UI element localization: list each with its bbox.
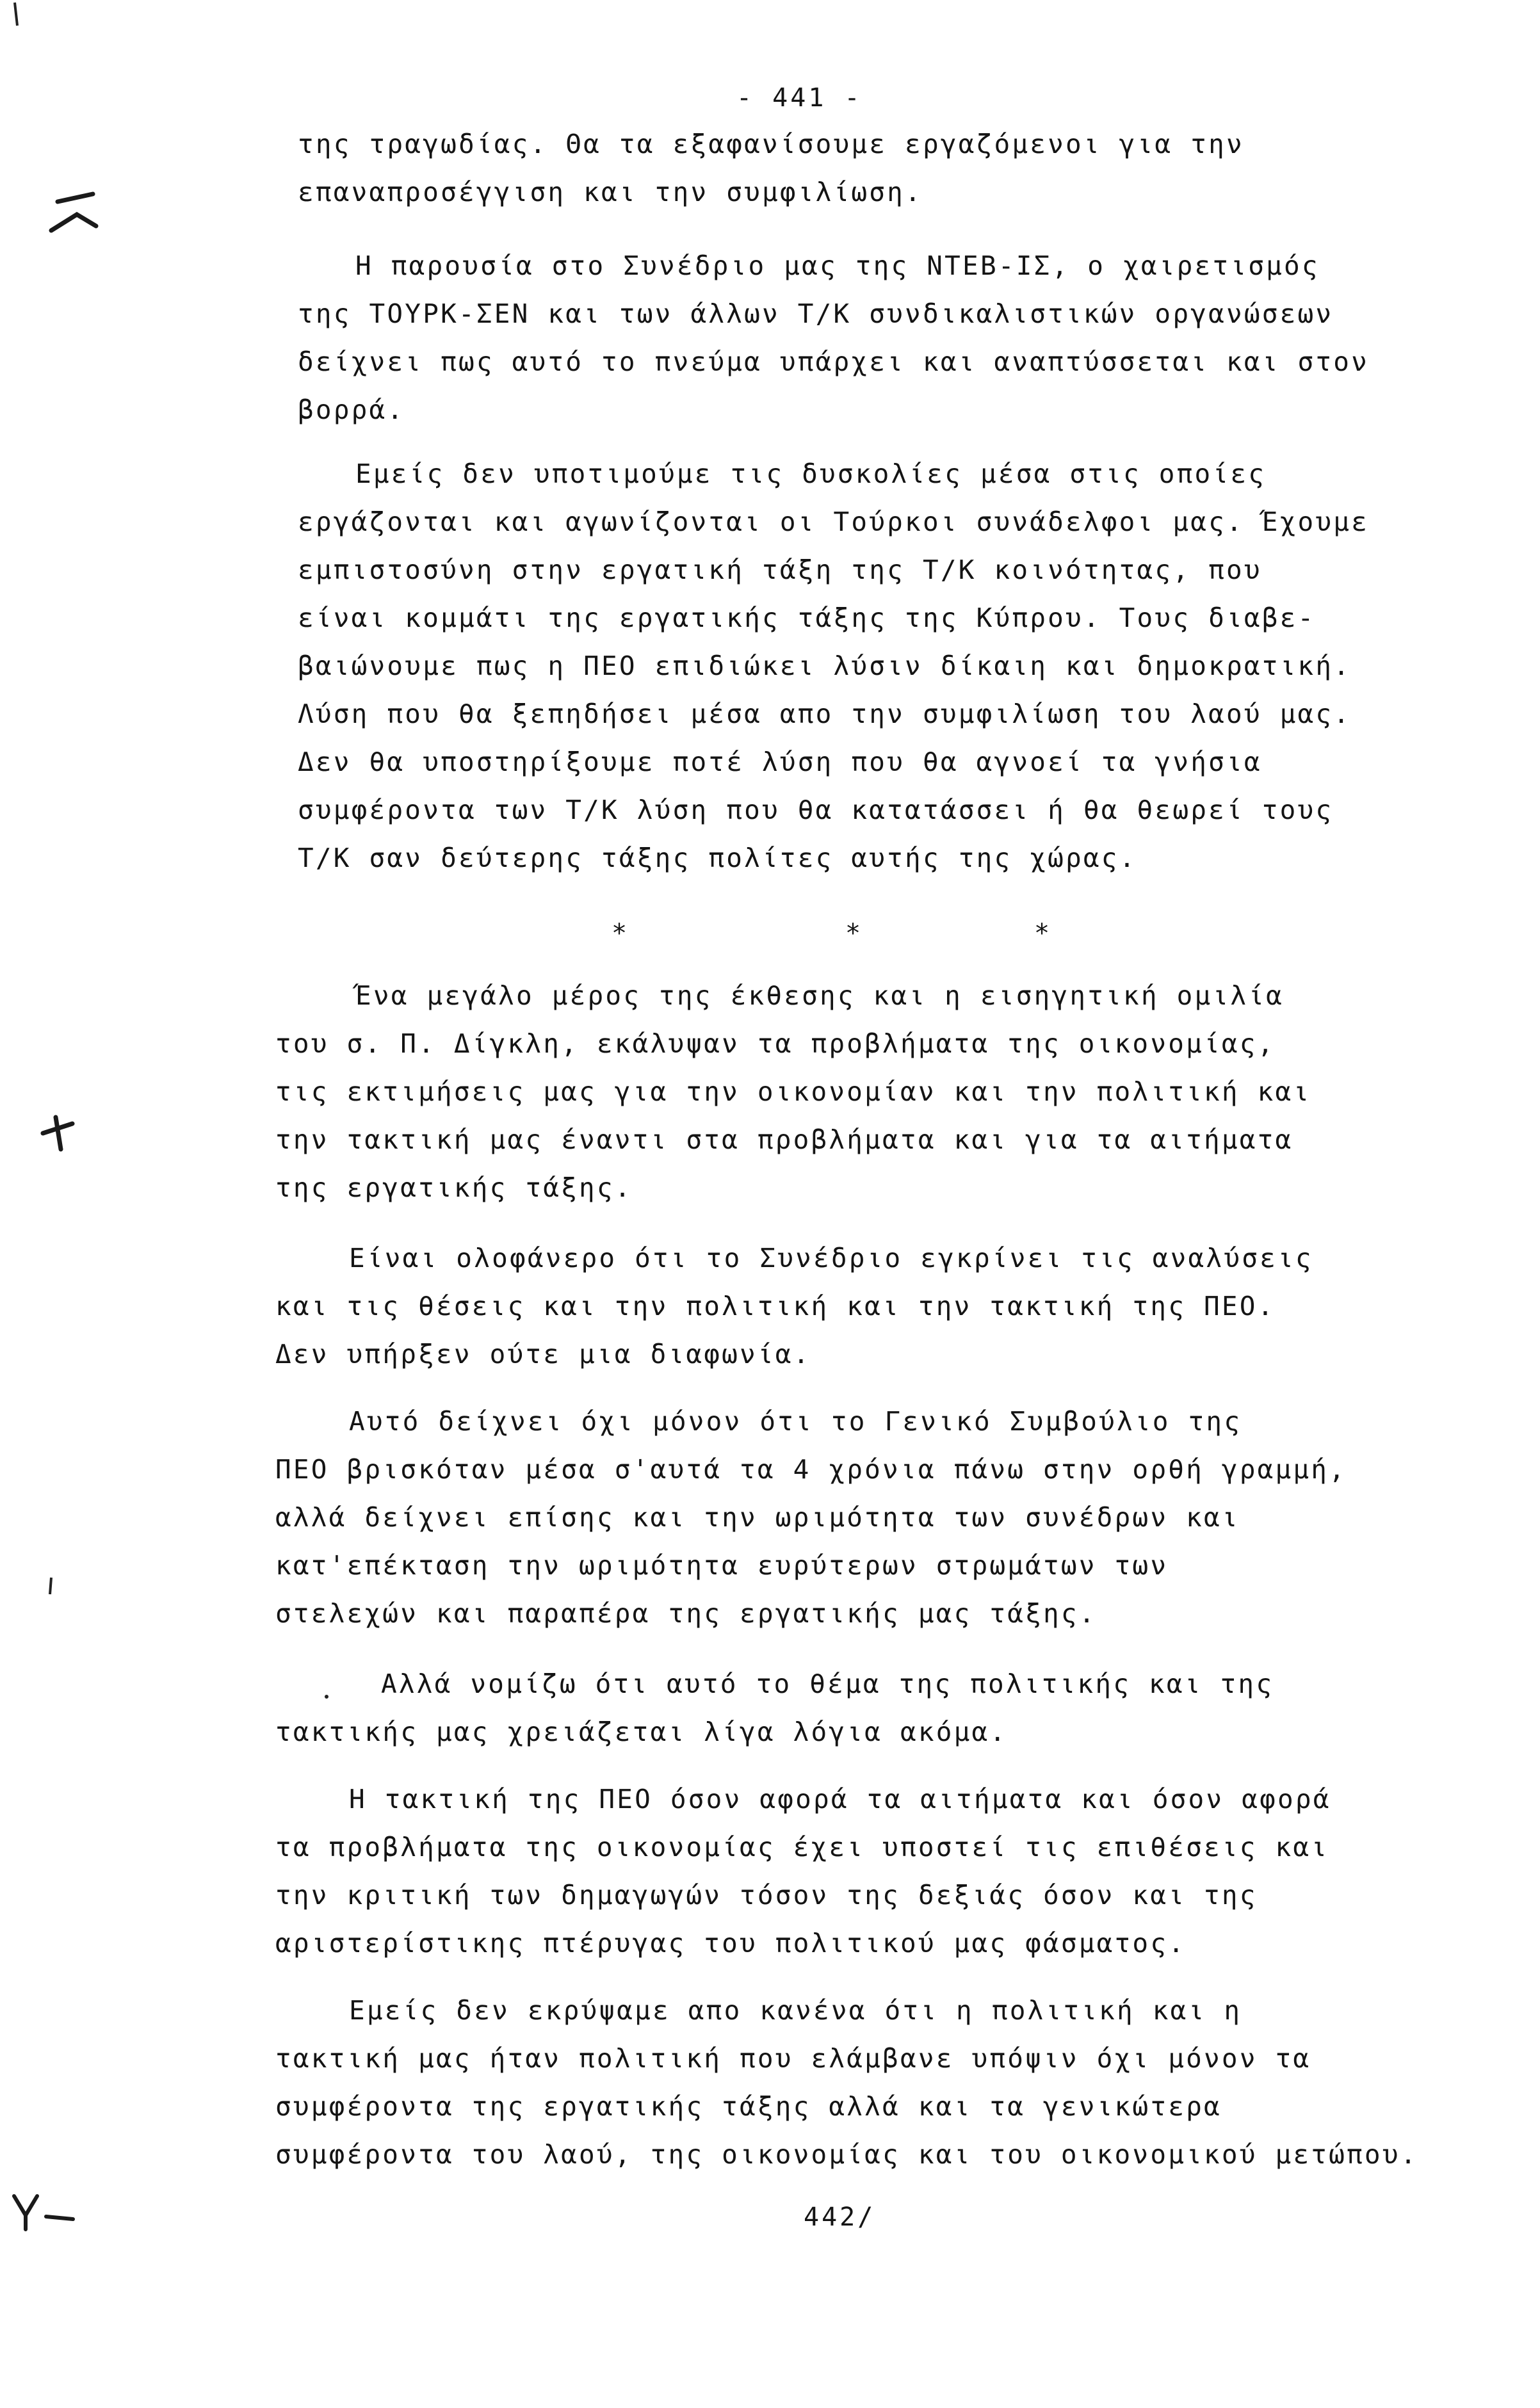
text-line: αριστερίστικης πτέρυγας του πολιτικού μας φάσματος. xyxy=(275,1928,1187,1959)
text-line: συμφέροντα του λαού, της οικονομίας και του οικονομικού μετώπου. xyxy=(275,2139,1418,2170)
separator-star: * xyxy=(612,919,628,948)
text-line: επαναπροσέγγιση και την συμφιλίωση. xyxy=(298,177,923,207)
text-line: Εμείς δεν υποτιμούμε τις δυσκολίες μέσα στις οποίες xyxy=(355,458,1267,489)
text-line: συμφέροντα της εργατικής τάξης αλλά και τα γενικώτερα xyxy=(275,2091,1222,2122)
text-line: βορρά. xyxy=(298,394,405,425)
text-line: εμπιστοσύνη στην εργατική τάξη της Τ/Κ κοινότητας, που xyxy=(298,554,1262,585)
text-line: τακτικής μας χρειάζεται λίγα λόγια ακόμα. xyxy=(275,1717,1008,1747)
margin-mark-icon xyxy=(10,0,29,38)
text-line: συμφέροντα των Τ/Κ λύση που θα κατατάσσει ή θα θεωρεί τους xyxy=(298,795,1334,825)
text-line: Λύση που θα ξεπηδήσει μέσα απο την συμφιλίωση του λαού μας. xyxy=(298,699,1352,729)
separator-star: * xyxy=(1034,919,1050,948)
page-number: - 441 - xyxy=(736,83,863,113)
margin-tick-icon xyxy=(45,1575,58,1601)
text-line: Είναι ολοφάνερο ότι το Συνέδριο εγκρίνει τις αναλύσεις xyxy=(349,1243,1313,1273)
text-line: δείχνει πως αυτό το πνεύμα υπάρχει και αναπτύσσεται και στον xyxy=(298,346,1370,377)
text-line: και τις θέσεις και την πολιτική και την τακτική της ΠΕΟ. xyxy=(275,1291,1276,1321)
text-line: είναι κομμάτι της εργατικής τάξης της Κύπρου. Τους διαβε- xyxy=(298,602,1316,633)
text-line: τακτική μας ήταν πολιτική που ελάμβανε υπόψιν όχι μόνον τα xyxy=(275,2043,1311,2074)
text-line: Η παρουσία στο Συνέδριο μας της ΝΤΕΒ-ΙΣ, ο χαιρετισμός xyxy=(355,250,1320,281)
text-line: Η τακτική της ΠΕΟ όσον αφορά τα αιτήματα και όσον αφορά xyxy=(349,1784,1331,1814)
text-line: Δεν υπήρξεν ούτε μια διαφωνία. xyxy=(275,1339,811,1370)
text-line: τις εκτιμήσεις μας για την οικονομίαν και την πολιτική και xyxy=(275,1076,1311,1107)
text-line: του σ. Π. Δίγκλη, εκάλυψαν τα προβλήματα της οικονομίας, xyxy=(275,1028,1276,1059)
text-line: της εργατικής τάξης. xyxy=(275,1172,633,1203)
text-line: Εμείς δεν εκρύψαμε απο κανένα ότι η πολιτική και η xyxy=(349,1995,1242,2026)
margin-tick-icon xyxy=(320,1690,333,1703)
text-line: την κριτική των δημαγωγών τόσον της δεξιάς όσον και της xyxy=(275,1880,1258,1911)
text-line: αλλά δείχνει επίσης και την ωριμότητα των συνέδρων και xyxy=(275,1502,1240,1533)
text-line: Αλλά νομίζω ότι αυτό το θέμα της πολιτικής και της xyxy=(381,1669,1274,1699)
text-line: την τακτική μας έναντι στα προβλήματα και για τα αιτήματα xyxy=(275,1124,1293,1155)
text-line: Τ/Κ σαν δεύτερης τάξης πολίτες αυτής της χώρας. xyxy=(298,843,1137,873)
text-line: Αυτό δείχνει όχι μόνον ότι το Γενικό Συμβούλιο της xyxy=(349,1406,1242,1437)
text-line: της τραγωδίας. Θα τα εξαφανίσουμε εργαζόμενοι για την xyxy=(298,129,1244,159)
text-line: ΠΕΟ βρισκόταν μέσα σ'αυτά τα 4 χρόνια πάνω στην ορθή γραμμή, xyxy=(275,1454,1347,1485)
text-line: της ΤΟΥΡΚ-ΣΕΝ και των άλλων Τ/Κ συνδικαλιστικών οργανώσεων xyxy=(298,298,1334,329)
margin-check-icon xyxy=(32,189,109,246)
text-line: βαιώνουμε πως η ΠΕΟ επιδιώκει λύσιν δίκαιη και δημοκρατική. xyxy=(298,650,1352,681)
text-line: στελεχών και παραπέρα της εργατικής μας τάξης. xyxy=(275,1598,1097,1629)
text-line: Ένα μεγάλο μέρος της έκθεσης και η εισηγητική ομιλία xyxy=(355,980,1284,1011)
text-line: κατ'επέκταση την ωριμότητα ευρύτερων στρωμάτων των xyxy=(275,1550,1169,1581)
continuation-marker: 442/ xyxy=(804,2202,876,2232)
margin-check-icon xyxy=(6,2190,83,2234)
margin-check-icon xyxy=(35,1111,80,1156)
text-line: εργάζονται και αγωνίζονται οι Τούρκοι συνάδελφοι μας. Έχουμε xyxy=(298,506,1370,537)
text-line: τα προβλήματα της οικονομίας έχει υποστεί τις επιθέσεις και xyxy=(275,1832,1329,1863)
separator-star: * xyxy=(845,919,861,948)
text-line: Δεν θα υποστηρίξουμε ποτέ λύση που θα αγνοεί τα γνήσια xyxy=(298,747,1262,777)
